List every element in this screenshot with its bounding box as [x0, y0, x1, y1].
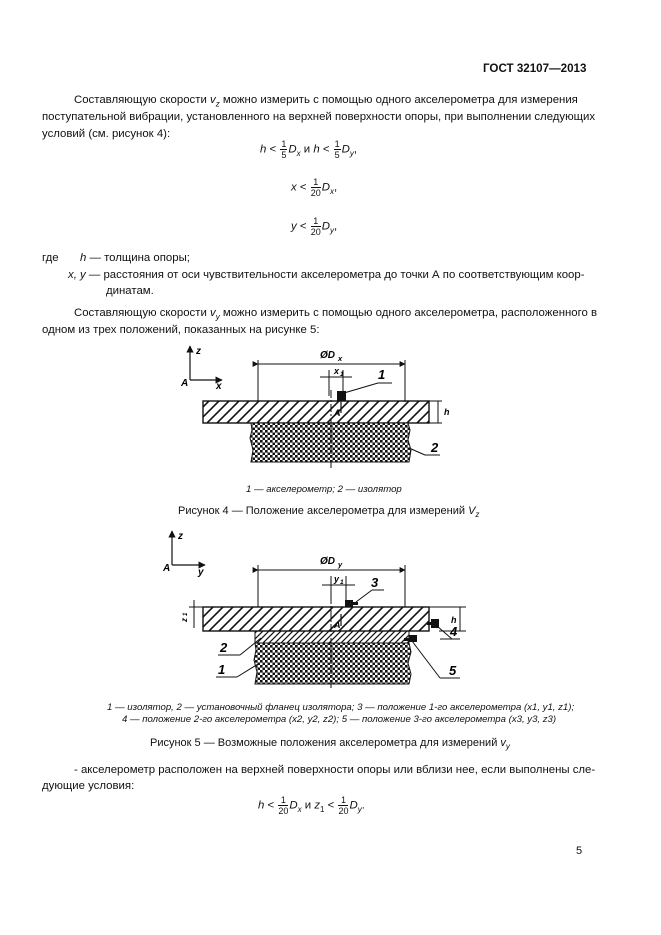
svg-text:3: 3 — [371, 575, 379, 590]
fig4-h-dimension — [429, 401, 450, 423]
paragraph-1-line-3: условий (см. рисунок 4): — [42, 128, 171, 140]
bullet-line-1: - акселерометр расположен на верхней поверхности опоры или вблизи нее, если выполнены сле- — [74, 764, 596, 776]
svg-text:1: 1 — [218, 662, 226, 677]
where-xy-definition: x, y — расстояния от оси чувствительности акселерометра до точки А по соответствующим коор- — [68, 269, 585, 281]
fig4-dim-d-label: ØD — [320, 350, 335, 361]
paragraph-2-line-2: одном из трех положений, показанных на рисунке 5: — [42, 324, 320, 336]
where-h-definition: h — толщина опоры; — [80, 252, 190, 264]
svg-text:A: A — [163, 563, 171, 574]
fig5-legend-line-1: 1 — изолятор, 2 — установочный фланец изолятора; 3 — положение 1-го акселерометра (x1, y1, z1); — [107, 702, 575, 713]
formula-y-condition: y < $\frac{1}{20}$ $D_y$, — [291, 216, 338, 237]
fig4-axis-x-label: x — [216, 381, 222, 392]
fig4-axes — [180, 346, 222, 392]
svg-text:1: 1 — [340, 371, 344, 378]
paragraph-1-line-2: поступательной вибрации, установленного на верхней поверхности опоры, при выполнении следующих — [42, 111, 596, 123]
fig4-support-plate — [203, 401, 429, 423]
fig4-legend: 1 — акселерометр; 2 — изолятор — [246, 484, 402, 495]
svg-text:y: y — [338, 560, 343, 569]
where-label: где — [42, 252, 59, 264]
fig4-caption: Рисунок 4 — Положение акселерометра для измерений $V_z$ — [178, 505, 480, 520]
fig5-accelerometer-pos1 — [345, 600, 353, 607]
fig5-axes — [162, 531, 205, 578]
fig4-axis-z-label: z — [196, 346, 201, 357]
paragraph-1-line-1: Составляющую скорости $v_z$ можно измерить с помощью одного акселерометра для измерения — [74, 94, 578, 109]
formula-h-z1-condition: h < $\frac{1}{20}$ $D_x$ и $z_1$ < $\frac{1}{20}$ $D_y$. — [258, 795, 365, 816]
svg-text:1: 1 — [183, 612, 189, 616]
fig4-label-1: 1 — [378, 367, 386, 382]
fig5-accelerometer-pos3 — [409, 635, 417, 642]
fig5-y1-dimension — [322, 574, 355, 604]
bullet-line-2: дующие условия: — [42, 780, 135, 792]
svg-text:y: y — [198, 567, 204, 578]
fig5-z1-dimension — [180, 600, 203, 628]
svg-text:2: 2 — [220, 640, 228, 655]
svg-text:z: z — [178, 531, 183, 542]
fig5-caption: Рисунок 5 — Возможные положения акселерометра для измерений $v_y$ — [150, 737, 510, 752]
fig5-legend-line-2: 4 — положение 2-го акселерометра (x2, y2, z2); 5 — положение 3-го акселерометра (x3, y3, z3) — [122, 714, 557, 725]
svg-text:1: 1 — [340, 579, 344, 586]
fig4-x1-dimension — [320, 366, 352, 396]
svg-text:x: x — [334, 366, 340, 376]
svg-text:A: A — [334, 620, 341, 630]
svg-text:h: h — [451, 615, 457, 625]
fig4-point-a-label: A — [181, 378, 189, 389]
svg-text:z: z — [180, 618, 189, 622]
paragraph-2-line-1: Составляющую скорости $v_y$ можно измерить с помощью одного акселерометра, расположенного в — [74, 307, 598, 322]
svg-text:4: 4 — [450, 624, 458, 639]
svg-text:h: h — [444, 407, 450, 417]
svg-text:5: 5 — [449, 663, 457, 678]
where-xy-definition-cont: динатам. — [106, 285, 154, 297]
fig4-label-2: 2 — [431, 440, 439, 455]
svg-text:x: x — [338, 354, 343, 363]
svg-text:ØD: ØD — [320, 556, 335, 567]
page-number: 5 — [576, 845, 583, 857]
standard-header: ГОСТ 32107—2013 — [483, 62, 587, 75]
fig5-isolator-flange — [255, 631, 409, 643]
fig5-isolator — [254, 643, 411, 684]
fig4-point-a2-label: A — [334, 408, 341, 418]
formula-h-condition: h < $\frac{1}{5}$ $D_x$ и h < $\frac{1}{5}$ $D_y$, — [260, 139, 358, 160]
svg-text:y: y — [334, 574, 340, 584]
formula-x-condition: x < $\frac{1}{20}$ $D_x$, — [291, 177, 338, 198]
fig5-support-plate — [203, 607, 429, 631]
